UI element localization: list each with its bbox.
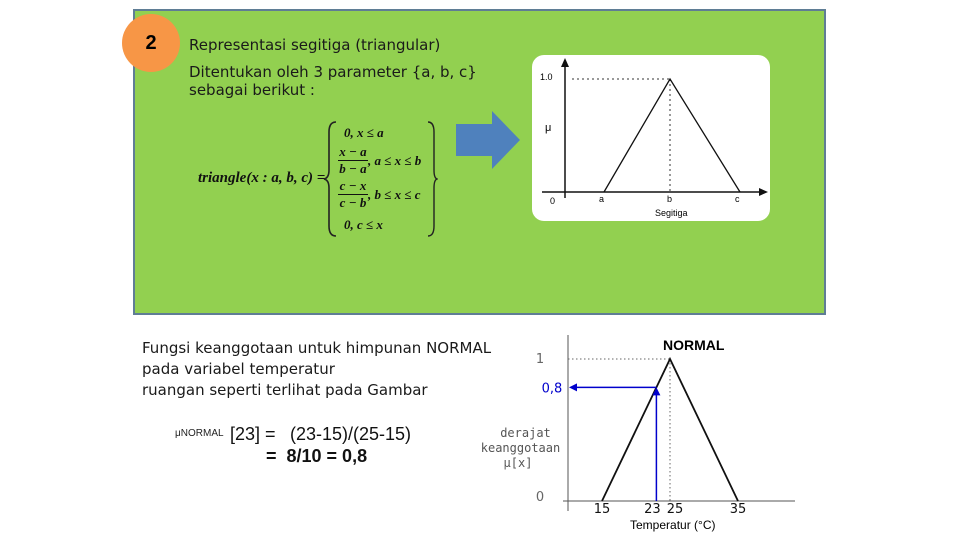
x-tick-label-25: 25 [666,502,684,517]
graph-y-top-label: 1.0 [540,72,553,82]
y-tick-label-0: 0 [535,490,545,505]
formula-case-4: 0, c ≤ x [344,217,383,232]
right-brace [426,120,438,238]
triangle-graph-card [532,55,770,221]
graph-caption: Segitiga [655,208,688,218]
chart-title: NORMAL [663,337,725,353]
formula-case-2-condition: , a ≤ x ≤ b [368,153,422,168]
x-axis-label: Temperatur (°C) [630,518,716,532]
x-tick-label-15: 15 [593,502,611,517]
right-arrow-icon [456,111,522,169]
formula-lhs: triangle(x : a, b, c) = [198,170,326,186]
y-tick-label-1: 1 [535,352,545,367]
body-text-line-1: Fungsi keanggotaan untuk himpunan NORMAL [142,339,492,357]
formula-case-3-condition: , b ≤ x ≤ c [368,187,421,202]
calc-line-2: = 8/10 = 0,8 [266,446,368,466]
y-tick-label-0-8: 0,8 [541,381,563,397]
graph-origin-label: 0 [550,196,556,206]
section-title: Representasi segitiga (triangular) [189,36,441,54]
y-axis-label-line-3: μ[x] [503,456,533,470]
formula-case-3-numerator: c − x [339,178,367,193]
graph-tick-a: a [599,194,605,204]
normal-membership-chart [470,325,800,540]
graph-tick-c: c [735,194,740,204]
y-axis-label-line-2: keanggotaan [480,441,561,455]
description-line-1: Ditentukan oleh 3 parameter {a, b, c} [189,63,477,81]
triangle-formula [198,120,448,240]
calc-line-1-lhs: [23] = [230,424,276,444]
slide-number-badge [122,14,180,72]
formula-case-1: 0, x ≤ a [344,125,384,140]
graph-mu-label: μ [545,122,552,134]
x-tick-label-35: 35 [729,502,747,517]
marked-left-arrowhead [569,383,577,391]
body-text-line-3: ruangan seperti terlihat pada Gambar [142,381,428,399]
left-brace [323,120,339,238]
y-axis-label-line-1: derajat [500,426,551,440]
description-line-2: sebagai berikut : [189,81,315,99]
mu-normal-label: μNORMAL [175,428,224,439]
body-text-line-2: pada variabel temperatur [142,360,335,378]
slide-number: 2 [145,31,157,54]
formula-case-2-denominator: b − a [339,161,367,176]
formula-case-3-denominator: c − b [339,195,367,210]
calc-line-1-rhs: (23-15)/(25-15) [290,424,412,444]
x-tick-label-23: 23 [644,502,661,517]
graph-tick-b: b [667,194,673,204]
formula-case-2-numerator: x − a [339,144,367,159]
